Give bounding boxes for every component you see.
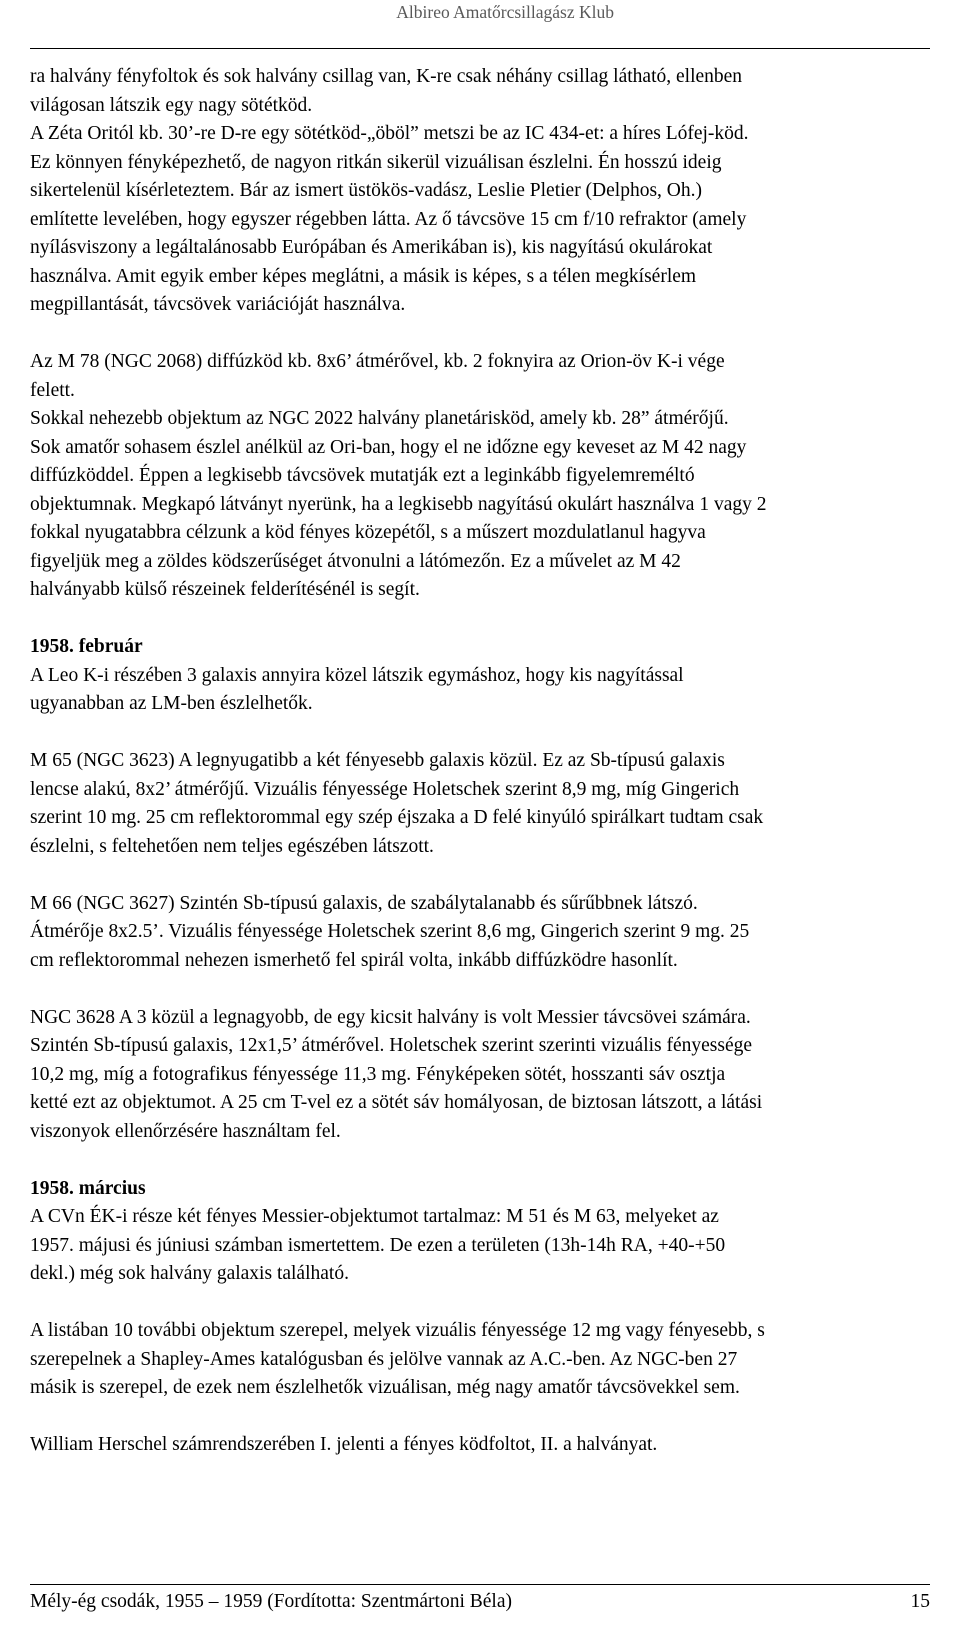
text-line: használva. Amit egyik ember képes meglátni, a másik is képes, s a télen megkísérlem [30, 265, 697, 287]
header-rule [30, 48, 930, 49]
text-line: sikertelenül kísérleteztem. Bár az ismert üstökös-vadász, Leslie Pletier (Delphos, Oh.) [30, 180, 702, 201]
paragraph-gap [30, 320, 930, 349]
text-line: Sok amatőr sohasem észlel anélkül az Ori-ban, hogy el ne időzne egy keveset az M 42 nagy [30, 436, 747, 458]
text-line: említette levelében, hogy egyszer régebben látta. Az ő távcsöve 15 cm f/10 refraktor (amely [30, 208, 747, 230]
header-title: Albireo Amatőrcsillagász Klub [396, 2, 614, 22]
text-line: NGC 3628 A 3 közül a legnagyobb, de egy kicsit halvány is volt Messier távcsövei számára. [30, 1006, 751, 1028]
text-line: világosan látszik egy nagy sötétköd. [30, 94, 313, 116]
paragraph-gap [30, 605, 930, 634]
text-line: William Herschel számrendszerében I. jelenti a fényes ködfoltot, II. a halványat. [30, 1434, 658, 1455]
text-line: ra halvány fényfoltok és sok halvány csillag van, K-re csak néhány csillag látható, ellenben [30, 66, 743, 87]
page-header [0, 0, 960, 60]
text-line: ketté ezt az objektumot. A 25 cm T-vel ez a sötét sáv homályosan, de biztosan látszott, a látási [30, 1092, 763, 1113]
section-heading-february: 1958. február [30, 636, 143, 657]
text-line: felett. [30, 379, 75, 401]
text-line: Ez könnyen fényképezhető, de nagyon ritkán sikerül vizuálisan észlelni. Én hosszú ideig [30, 151, 722, 173]
text-line: másik is szerepel, de ezek nem észlelhetők vizuálisan, még nagy amatőr távcsövekkel sem. [30, 1377, 740, 1398]
paragraph-m78 [30, 348, 930, 605]
paragraph-gap [30, 1403, 930, 1432]
section-heading-march: 1958. március [30, 1177, 146, 1199]
paragraph-cvn [30, 1203, 930, 1289]
text-line: A Leo K-i részében 3 galaxis annyira közel látszik egymáshoz, hogy kis nagyítással [30, 664, 684, 686]
paragraph-gap [30, 861, 930, 890]
text-line: M 66 (NGC 3627) Szintén Sb-típusú galaxis, de szabálytalanabb és sűrűbbnek látszó. [30, 892, 698, 914]
paragraph-m66 [30, 890, 930, 976]
text-line: fokkal nyugatabbra célzunk a köd fényes közepétől, s a műszert mozdulatlanul hagyva [30, 522, 706, 543]
text-line: megpillantását, távcsövek variációját használva. [30, 294, 406, 315]
text-line: szerint 10 mg. 25 cm reflektorommal egy szép éjszaka a D felé kinyúló spirálkart tudtam csak [30, 807, 764, 828]
text-line: A Zéta Oritól kb. 30’-re D-re egy sötétköd-„öböl” metszi be az IC 434-et: a híres Lófej-köd. [30, 123, 749, 144]
text-line: figyeljük meg a zöldes ködszerűséget átvonulni a látómezőn. Ez a művelet az M 42 [30, 550, 681, 572]
text-line: Átmérője 8x2.5’. Vizuális fényessége Holetschek szerint 8,6 mg, Gingerich szerint 9 mg. 25 [30, 921, 750, 942]
footer-text: Mély-ég csodák, 1955 – 1959 (Fordította: Szentmártoni Béla) [30, 1591, 512, 1612]
paragraph-gap [30, 1146, 930, 1175]
text-line: ugyanabban az LM-ben észlelhetők. [30, 693, 313, 714]
text-line: halványabb külső részeinek felderítésénél is segít. [30, 579, 420, 600]
paragraph-leo [30, 662, 930, 719]
text-line: viszonyok ellenőrzésére használtam fel. [30, 1120, 341, 1142]
text-line: Sokkal nehezebb objektum az NGC 2022 halvány planetárisköd, amely kb. 28” átmérőjű. [30, 408, 729, 429]
text-line: diffúzköddel. Éppen a legkisebb távcsövek mutatják ezt a leginkább figyelemreméltó [30, 465, 695, 486]
text-line: észlelni, s feltehetően nem teljes egészében látszott. [30, 835, 434, 857]
text-line: Az M 78 (NGC 2068) diffúzköd kb. 8x6’ átmérővel, kb. 2 foknyira az Orion-öv K-i vége [30, 351, 725, 372]
document-body [30, 63, 930, 1460]
paragraph-ngc3628 [30, 1004, 930, 1147]
text-line: dekl.) még sok halvány galaxis található. [30, 1263, 349, 1284]
page-number: 15 [910, 1591, 930, 1612]
text-line: 1957. májusi és júniusi számban ismertettem. De ezen a területen (13h-14h RA, +40-+50 [30, 1234, 726, 1256]
paragraph-gap [30, 719, 930, 748]
paragraph-gap [30, 975, 930, 1004]
text-line: A CVn ÉK-i része két fényes Messier-objektumot tartalmaz: M 51 és M 63, melyeket az [30, 1206, 719, 1227]
paragraph-herschel [30, 1431, 930, 1460]
text-line: 10,2 mg, míg a fotografikus fényessége 11,3 mg. Fényképeken sötét, hosszanti sáv osztja [30, 1063, 726, 1085]
footer-rule [30, 1584, 930, 1585]
text-line: nyílásviszony a legáltalánosabb Európában és Amerikában is), kis nagyítású okulárokat [30, 237, 713, 258]
paragraph-list [30, 1317, 930, 1403]
page-footer [30, 1588, 930, 1620]
text-line: M 65 (NGC 3623) A legnyugatibb a két fényesebb galaxis közül. Ez az Sb-típusú galaxis [30, 750, 725, 771]
paragraph-m65 [30, 747, 930, 861]
text-line: szerepelnek a Shapley-Ames katalógusban és jelölve vannak az A.C.-ben. Az NGC-ben 27 [30, 1348, 738, 1370]
text-line: A listában 10 további objektum szerepel, melyek vizuális fényessége 12 mg vagy fényesebb, s [30, 1320, 765, 1341]
text-line: cm reflektorommal nehezen ismerhető fel spirál volta, inkább diffúzködre hasonlít. [30, 949, 678, 971]
text-line: objektumnak. Megkapó látványt nyerünk, ha a legkisebb nagyítású okulárt használva 1 vagy 2 [30, 493, 767, 515]
text-line: lencse alakú, 8x2’ átmérőjű. Vizuális fényessége Holetschek szerint 8,9 mg, míg Gingerich [30, 778, 740, 800]
paragraph-horsehead [30, 63, 930, 320]
text-line: Szintén Sb-típusú galaxis, 12x1,5’ átmérővel. Holetschek szerint szerinti vizuális fényessége [30, 1035, 753, 1056]
paragraph-gap [30, 1289, 930, 1318]
